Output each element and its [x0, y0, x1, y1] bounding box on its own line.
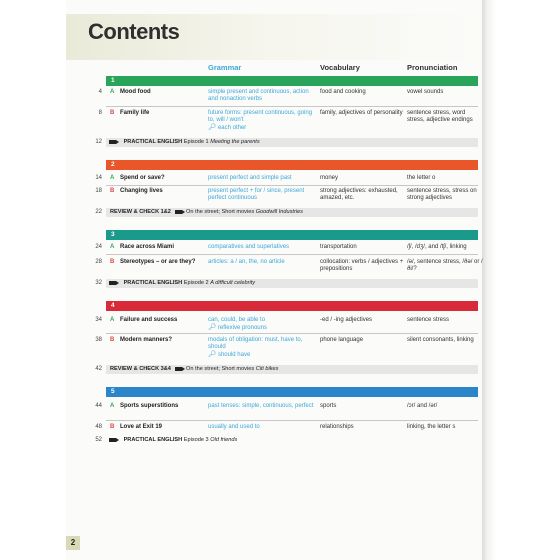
lesson-title: Modern manners?	[120, 337, 173, 343]
lesson-vocabulary: -ed / -ing adjectives	[320, 317, 373, 323]
lesson-grammar: future forms: present continuous, going to, will / won't 🔎︎ each other	[208, 110, 313, 131]
lesson-pronunciation: sentence stress, word stress, adjective endings	[407, 110, 473, 123]
strip-page: 12	[95, 139, 102, 145]
lesson-pronunciation: sentence stress, stress on strong adjectives	[407, 188, 477, 201]
lesson-pronunciation: silent consonants, linking	[407, 337, 474, 343]
lesson-letter: B	[110, 259, 115, 265]
lesson-letter: A	[110, 317, 115, 323]
lesson-vocabulary: relationships	[320, 424, 354, 430]
unit-number: 3	[111, 231, 115, 238]
practical-english-strip[interactable]: PRACTICAL ENGLISH Episode 3 Old friends	[106, 436, 478, 445]
page-title: Contents	[88, 19, 180, 44]
lesson-title: Love at Exit 19	[120, 424, 163, 430]
lesson-page: 4	[98, 89, 102, 95]
lesson-grammar: comparatives and superlatives	[208, 244, 290, 250]
lesson-letter: B	[110, 188, 115, 194]
lesson-letter: A	[110, 89, 115, 95]
divider	[106, 254, 478, 255]
unit-bar-5	[106, 387, 478, 397]
lesson-vocabulary: money	[320, 175, 339, 181]
video-camera-icon	[175, 210, 182, 214]
lesson-pronunciation: sentence stress	[407, 317, 450, 323]
video-camera-icon	[175, 367, 182, 371]
lesson-title: Stereotypes – or are they?	[120, 259, 196, 265]
unit-bar-1	[106, 76, 478, 86]
unit-bar-2	[106, 160, 478, 170]
video-camera-icon	[109, 140, 116, 144]
divider	[106, 333, 478, 334]
divider	[106, 185, 478, 186]
lesson-page: 44	[95, 403, 102, 409]
lesson-letter: A	[110, 175, 115, 181]
lesson-page: 8	[98, 110, 102, 116]
strip-page: 42	[95, 366, 102, 372]
practical-english-strip[interactable]: PRACTICAL ENGLISH Episode 2 A difficult celebrity	[106, 279, 478, 288]
lesson-letter: A	[110, 403, 115, 409]
divider	[106, 106, 478, 107]
lesson-pronunciation: vowel sounds	[407, 89, 444, 95]
lesson-grammar: modals of obligation: must, have to, should 🔎︎ should have	[208, 337, 303, 358]
lesson-vocabulary: food and cooking	[320, 89, 366, 95]
lesson-letter: B	[110, 337, 115, 343]
lesson-title: Family life	[120, 110, 150, 116]
book-gutter	[482, 0, 496, 560]
lesson-grammar: present perfect and simple past	[208, 175, 292, 181]
lesson-letter: A	[110, 244, 115, 250]
lesson-grammar: present perfect + for / since, present perfect continuous	[208, 188, 305, 201]
header-grammar: Grammar	[208, 63, 242, 72]
lesson-title: Sports superstitions	[120, 403, 179, 409]
magnifier-icon: 🔎︎	[208, 351, 217, 358]
unit-number: 5	[111, 388, 115, 395]
lesson-page: 28	[95, 259, 102, 265]
lesson-page: 24	[95, 244, 102, 250]
lesson-pronunciation: /ɔr/ and /ər/	[407, 403, 438, 409]
divider	[106, 420, 478, 421]
lesson-page: 48	[95, 424, 102, 430]
lesson-page: 34	[95, 317, 102, 323]
lesson-vocabulary: collocation: verbs / adjectives + prepositions	[320, 259, 404, 272]
lesson-title: Mood food	[120, 89, 151, 95]
review-check-strip[interactable]: REVIEW & CHECK 3&4 On the street; Short movies Citi bikes	[106, 365, 478, 374]
unit-number: 2	[111, 161, 115, 168]
unit-bar-4	[106, 301, 478, 311]
lesson-vocabulary: phone language	[320, 337, 364, 343]
unit-bar-3	[106, 230, 478, 240]
strip-page: 22	[95, 209, 102, 215]
lesson-title: Spend or save?	[120, 175, 165, 181]
lesson-grammar: can, could, be able to 🔎︎ reflexive pronouns	[208, 317, 267, 331]
lesson-grammar: past tenses: simple, continuous, perfect	[208, 403, 314, 409]
lesson-vocabulary: transportation	[320, 244, 357, 250]
lesson-title: Changing lives	[120, 188, 163, 194]
lesson-pronunciation: /ə/, sentence stress, /ðə/ or /ði/?	[407, 259, 483, 272]
lesson-title: Race across Miami	[120, 244, 175, 250]
lesson-vocabulary: strong adjectives: exhausted, amazed, etc.	[320, 188, 398, 201]
strip-page: 52	[95, 437, 102, 443]
lesson-letter: B	[110, 110, 115, 116]
magnifier-icon: 🔎︎	[208, 324, 217, 331]
lesson-vocabulary: family, adjectives of personality	[320, 110, 403, 116]
lesson-grammar: articles: a / an, the, no article	[208, 259, 285, 265]
header-vocabulary: Vocabulary	[320, 63, 360, 72]
page-number: 2	[66, 536, 80, 550]
magnifier-icon: 🔎︎	[208, 124, 217, 131]
lesson-title: Failure and success	[120, 317, 178, 323]
video-camera-icon	[109, 438, 116, 442]
lesson-grammar: usually and used to	[208, 424, 260, 430]
strip-page: 32	[95, 280, 102, 286]
practical-english-strip[interactable]: PRACTICAL ENGLISH Episode 1 Meeting the parents	[106, 138, 478, 147]
lesson-vocabulary: sports	[320, 403, 337, 409]
lesson-page: 14	[95, 175, 102, 181]
lesson-pronunciation: /ʃ/, /dʒ/, and /tʃ/, linking	[407, 244, 467, 250]
lesson-letter: B	[110, 424, 115, 430]
lesson-grammar: simple present and continuous, action and nonaction verbs	[208, 89, 309, 102]
unit-number: 4	[111, 302, 115, 309]
header-pronunciation: Pronunciation	[407, 63, 458, 72]
unit-number: 1	[111, 77, 115, 84]
review-check-strip[interactable]: REVIEW & CHECK 1&2 On the street; Short movies Goodwill Industries	[106, 208, 478, 217]
lesson-page: 18	[95, 188, 102, 194]
lesson-page: 38	[95, 337, 102, 343]
lesson-pronunciation: linking, the letter s	[407, 424, 456, 430]
video-camera-icon	[109, 281, 116, 285]
lesson-pronunciation: the letter o	[407, 175, 436, 181]
